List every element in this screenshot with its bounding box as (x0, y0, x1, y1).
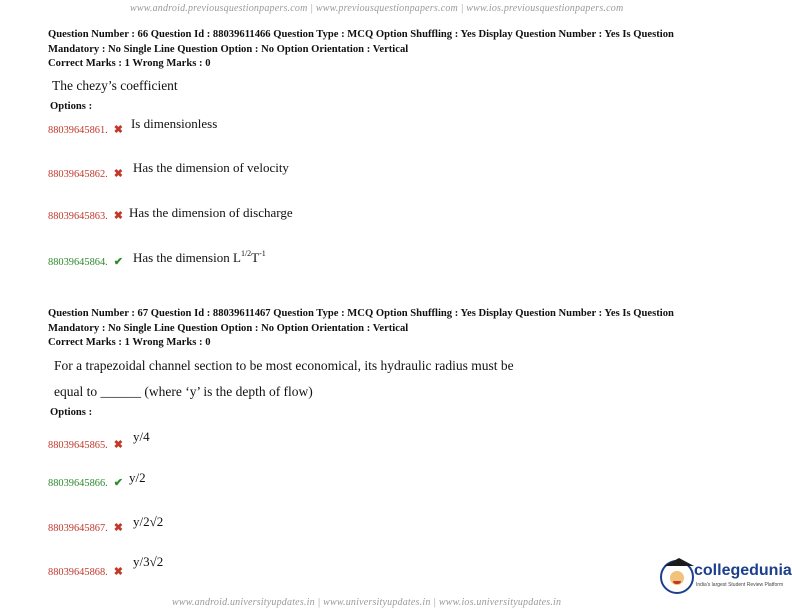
question-66-marks: Correct Marks : 1 Wrong Marks : 0 (48, 58, 211, 69)
question-67-options-label: Options : (50, 407, 93, 418)
wrong-mark-icon: ✖ (113, 168, 123, 180)
option-text-main: Has the dimension L (132, 250, 241, 265)
logo-tagline: India's largest Student Review Platform (696, 582, 784, 588)
exponent-2: -1 (259, 249, 266, 258)
option-text: Is dimensionless (130, 116, 218, 131)
option-id: 88039645864. (48, 257, 108, 268)
exponent-1: 1/2 (240, 249, 252, 258)
question-66-option-1[interactable] (48, 116, 218, 138)
option-id: 88039645862. (48, 169, 108, 180)
footer-watermark: www.android.universityupdates.in | www.universityupdates.in | www.ios.universityupdates.in (172, 597, 562, 608)
question-66-meta-line1: Question Number : 66 Question Id : 88039611466 Question Type : MCQ Option Shuffling : Yes Display Question Number : Yes Is Question (48, 29, 674, 40)
question-67-marks: Correct Marks : 1 Wrong Marks : 0 (48, 337, 211, 348)
option-id: 88039645867. (48, 523, 108, 534)
question-67-option-2[interactable] (48, 470, 146, 491)
logo-name: collegedunia (694, 562, 792, 579)
wrong-mark-icon: ✖ (113, 522, 123, 534)
question-67-text-line1: For a trapezoidal channel section to be most economical, its hydraulic radius must be (54, 358, 514, 373)
option-text: y/3√2 (132, 554, 164, 569)
option-text-t: T (251, 250, 260, 265)
option-id: 88039645868. (48, 567, 108, 578)
option-text: y/2 (128, 470, 146, 485)
option-text: y/4 (132, 429, 150, 444)
question-67-option-4[interactable] (48, 554, 164, 580)
wrong-mark-icon: ✖ (113, 124, 123, 136)
header-watermark: www.android.previousquestionpapers.com | www.previousquestionpapers.com | www.ios.previousquestionpapers.com (130, 3, 624, 14)
question-66-text: The chezy’s coefficient (52, 78, 178, 93)
question-67-meta-line1: Question Number : 67 Question Id : 88039611467 Question Type : MCQ Option Shuffling : Yes Display Question Number : Yes Is Question (48, 308, 674, 319)
question-67-meta-line2: Mandatory : No Single Line Question Option : No Option Orientation : Vertical (48, 322, 409, 334)
option-id: 88039645865. (48, 440, 108, 451)
question-66-meta-line2: Mandatory : No Single Line Question Option : No Option Orientation : Vertical (48, 43, 409, 55)
question-66-meta (48, 28, 748, 72)
question-66-option-4[interactable] (48, 249, 266, 270)
question-67-meta (48, 307, 748, 351)
graduate-mascot-icon (660, 560, 694, 594)
option-text (133, 250, 266, 265)
option-id: 88039645863. (48, 211, 108, 222)
option-id: 88039645861. (48, 125, 108, 136)
question-66-option-2[interactable] (48, 160, 289, 182)
question-67-option-3[interactable] (48, 514, 164, 536)
question-67-option-1[interactable] (48, 429, 150, 453)
option-text: Has the dimension of discharge (128, 205, 293, 220)
wrong-mark-icon: ✖ (113, 439, 123, 451)
option-text: Has the dimension of velocity (132, 160, 289, 175)
wrong-mark-icon: ✖ (113, 210, 123, 222)
question-66-option-3[interactable] (48, 206, 293, 224)
check-mark-icon: ✔ (113, 477, 123, 489)
option-text: y/2√2 (132, 514, 164, 529)
question-67-text-line2: equal to ______ (where ‘y’ is the depth of flow) (54, 384, 313, 399)
wrong-mark-icon: ✖ (113, 566, 123, 578)
question-66-options-label: Options : (50, 101, 93, 112)
check-mark-icon: ✔ (113, 256, 123, 268)
option-id: 88039645866. (48, 478, 108, 489)
